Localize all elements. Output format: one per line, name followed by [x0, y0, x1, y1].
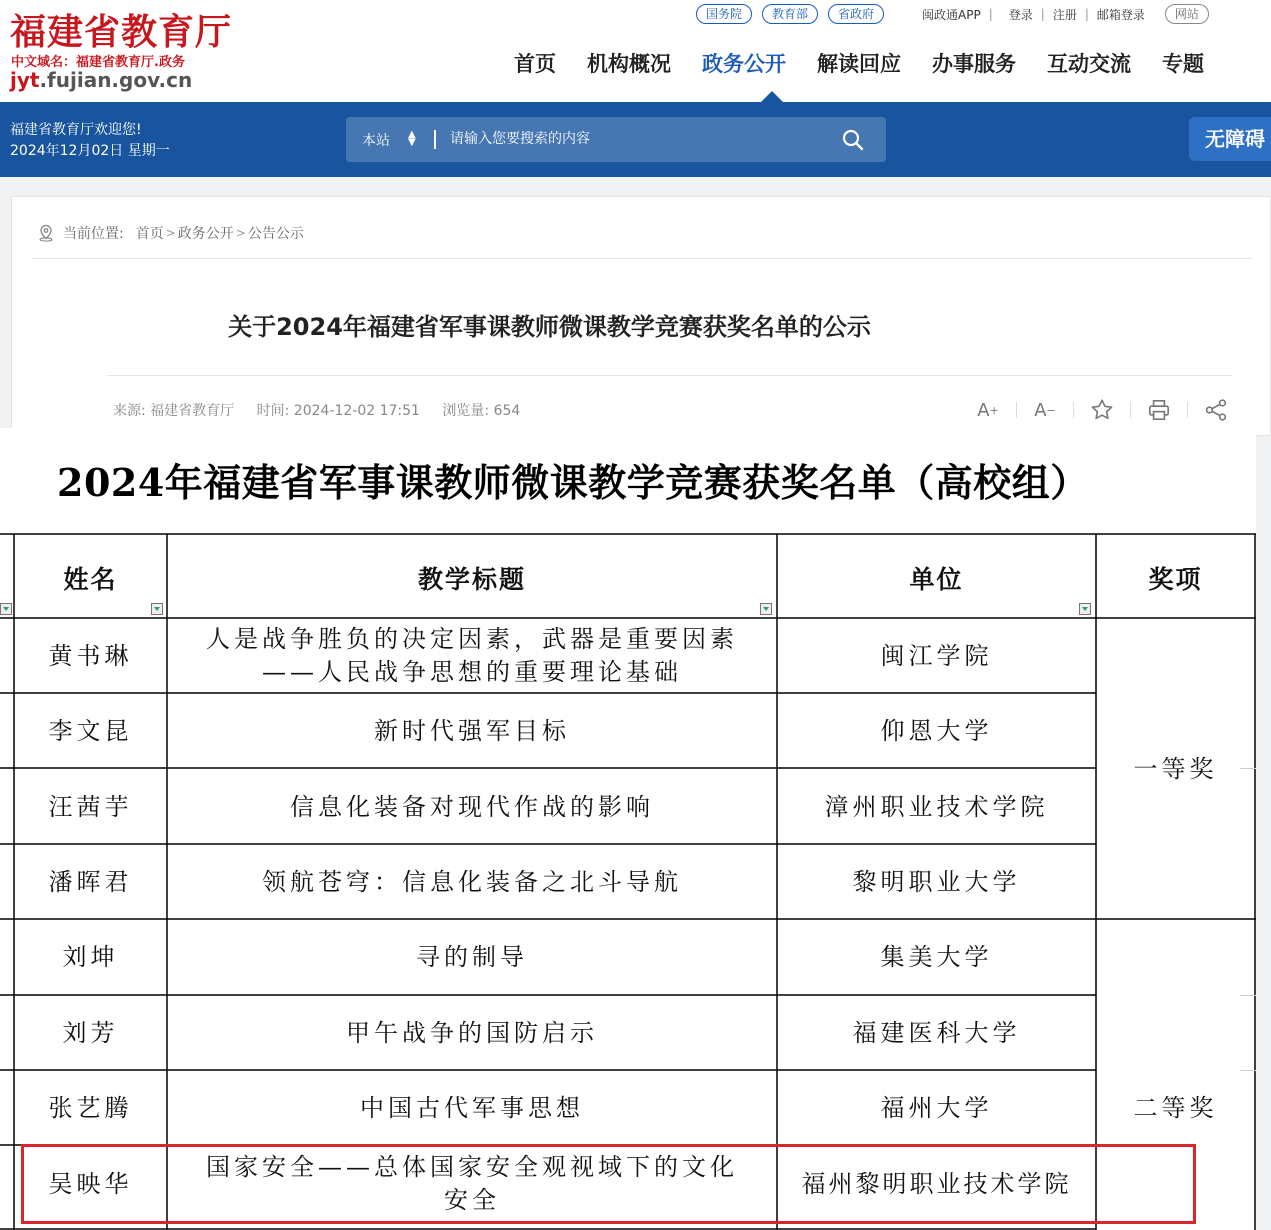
divider — [1130, 402, 1131, 418]
search-input[interactable] — [450, 128, 830, 150]
cell-title: 信息化装备对现代作战的影响 — [290, 793, 654, 821]
updown-arrow-icon[interactable]: ▲ ▼ — [408, 129, 416, 148]
divider — [1187, 402, 1188, 418]
cell-unit: 黎明职业大学 — [852, 868, 1021, 896]
filter-dropdown-icon — [151, 603, 163, 615]
breadcrumb-announcements[interactable]: 公告公示 — [247, 226, 304, 242]
top-links — [696, 3, 1209, 25]
filter-dropdown-icon — [1079, 603, 1091, 615]
cell-name: 潘晖君 — [48, 868, 133, 896]
gridline — [1240, 1070, 1256, 1071]
site-domain-label: 中文域名：福建省教育厅.政务 — [11, 55, 185, 70]
nav-interpretation[interactable]: 解读回应 — [817, 52, 901, 76]
award-table-title: 2024年福建省军事课教师微课教学竞赛获奖名单（高校组） — [57, 460, 1089, 505]
cell-title-line: 安全 — [444, 1186, 500, 1214]
nav-active-caret — [761, 91, 783, 102]
search-divider — [434, 130, 436, 149]
article-source: 来源: 福建省教育厅 — [113, 403, 235, 419]
search-box — [346, 117, 886, 162]
article-tools — [975, 397, 1229, 423]
article-time: 时间: 2024-12-02 17:51 — [256, 403, 420, 419]
article-meta — [113, 400, 538, 420]
cell-title-line: 国家安全——总体国家安全观视域下的文化 — [206, 1153, 738, 1181]
font-decrease-icon[interactable]: A − — [1034, 399, 1056, 421]
breadcrumb-separator: > — [165, 226, 176, 240]
cell-unit: 集美大学 — [880, 943, 993, 971]
link-site-more[interactable]: 网站 — [1165, 4, 1209, 24]
divider: | — [1040, 7, 1045, 21]
nav-services[interactable]: 办事服务 — [932, 52, 1016, 76]
breadcrumb — [37, 223, 304, 243]
cell-title-line: 人是战争胜负的决定因素，武器是重要因素 — [206, 625, 738, 653]
accessibility-button[interactable]: 无障碍 — [1189, 117, 1271, 161]
nav-organization[interactable]: 机构概况 — [587, 52, 671, 76]
link-provincial-gov[interactable]: 省政府 — [828, 4, 884, 24]
gridline — [1240, 995, 1256, 996]
search-icon[interactable] — [841, 128, 865, 152]
site-header — [0, 0, 1271, 102]
link-register[interactable]: 注册 — [1052, 7, 1077, 22]
site-url — [10, 68, 192, 92]
cell-name: 刘坤 — [62, 943, 119, 971]
print-icon[interactable] — [1146, 397, 1172, 423]
cell-title-line: ——人民战争思想的重要理论基础 — [262, 658, 682, 686]
column-header-title: 教学标题 — [417, 565, 526, 594]
cell-title: 领航苍穹：信息化装备之北斗导航 — [262, 868, 682, 896]
cell-title — [167, 623, 777, 689]
welcome-search-bar — [0, 102, 1271, 177]
filter-dropdown-icon — [760, 603, 772, 615]
divider — [107, 375, 1232, 376]
cell-title: 新时代强军目标 — [374, 717, 570, 745]
link-mail-login[interactable]: 邮箱登录 — [1096, 7, 1145, 22]
search-scope-select[interactable]: 本站 — [362, 133, 390, 149]
main-nav — [514, 48, 1235, 78]
link-login[interactable]: 登录 — [1008, 7, 1033, 22]
site-url-prefix: jyt — [10, 68, 40, 92]
welcome-text: 福建省教育厅欢迎您! — [10, 122, 142, 138]
divider: | — [988, 7, 993, 21]
breadcrumb-separator: > — [235, 226, 246, 240]
column-header-award: 奖项 — [1148, 565, 1203, 594]
nav-topics[interactable]: 专题 — [1162, 52, 1204, 76]
cell-title: 寻的制导 — [416, 943, 528, 971]
cell-name: 李文昆 — [48, 717, 133, 745]
cell-title: 中国古代军事思想 — [360, 1094, 584, 1122]
breadcrumb-prefix: 当前位置: — [63, 226, 124, 242]
cell-name: 张艺腾 — [48, 1094, 133, 1122]
cell-unit: 漳州职业技术学院 — [824, 793, 1049, 821]
column-header-name: 姓名 — [63, 565, 118, 594]
share-icon[interactable] — [1203, 397, 1229, 423]
cell-unit: 闽江学院 — [880, 642, 993, 670]
article-views: 浏览量: 654 — [442, 403, 521, 419]
site-logo-title[interactable]: 福建省教育厅 — [10, 11, 233, 53]
filter-dropdown-icon — [0, 603, 12, 615]
divider — [32, 258, 1252, 259]
link-ministry-education[interactable]: 教育部 — [762, 4, 818, 24]
cell-title — [167, 1151, 777, 1217]
cell-name: 汪茜芋 — [48, 793, 133, 821]
breadcrumb-home[interactable]: 首页 — [135, 226, 164, 242]
breadcrumb-government-affairs[interactable]: 政务公开 — [177, 226, 234, 242]
nav-government-affairs[interactable]: 政务公开 — [702, 52, 786, 76]
column-header-unit: 单位 — [909, 565, 964, 594]
link-state-council[interactable]: 国务院 — [696, 4, 752, 24]
article-title: 关于2024年福建省军事课教师微课教学竞赛获奖名单的公示 — [228, 313, 871, 341]
cell-unit: 福建医科大学 — [852, 1019, 1021, 1047]
award-second-prize: 二等奖 — [1133, 1094, 1218, 1122]
site-url-rest: .fujian.gov.cn — [39, 68, 193, 92]
cell-unit: 福州大学 — [880, 1094, 993, 1122]
location-icon — [37, 224, 55, 242]
divider: | — [1084, 7, 1089, 21]
welcome-block — [10, 120, 170, 162]
nav-home[interactable]: 首页 — [514, 52, 556, 76]
cell-name: 黄书琳 — [48, 642, 133, 670]
cell-unit: 福州黎明职业技术学院 — [801, 1170, 1072, 1198]
cell-unit: 仰恩大学 — [880, 717, 993, 745]
article-card — [11, 196, 1271, 436]
current-date: 2024年12月02日 星期一 — [10, 143, 170, 159]
cell-title: 甲午战争的国防启示 — [346, 1019, 598, 1047]
star-icon[interactable] — [1089, 397, 1115, 423]
award-list-image — [0, 428, 1256, 1230]
cell-name: 刘芳 — [62, 1019, 119, 1047]
font-increase-icon[interactable]: A + — [977, 399, 999, 421]
divider — [1073, 402, 1074, 418]
nav-interaction[interactable]: 互动交流 — [1047, 52, 1131, 76]
award-first-prize: 一等奖 — [1133, 755, 1218, 783]
cell-name: 吴映华 — [48, 1170, 133, 1198]
link-app[interactable]: 闽政通APP — [922, 7, 981, 22]
divider — [1016, 402, 1017, 418]
